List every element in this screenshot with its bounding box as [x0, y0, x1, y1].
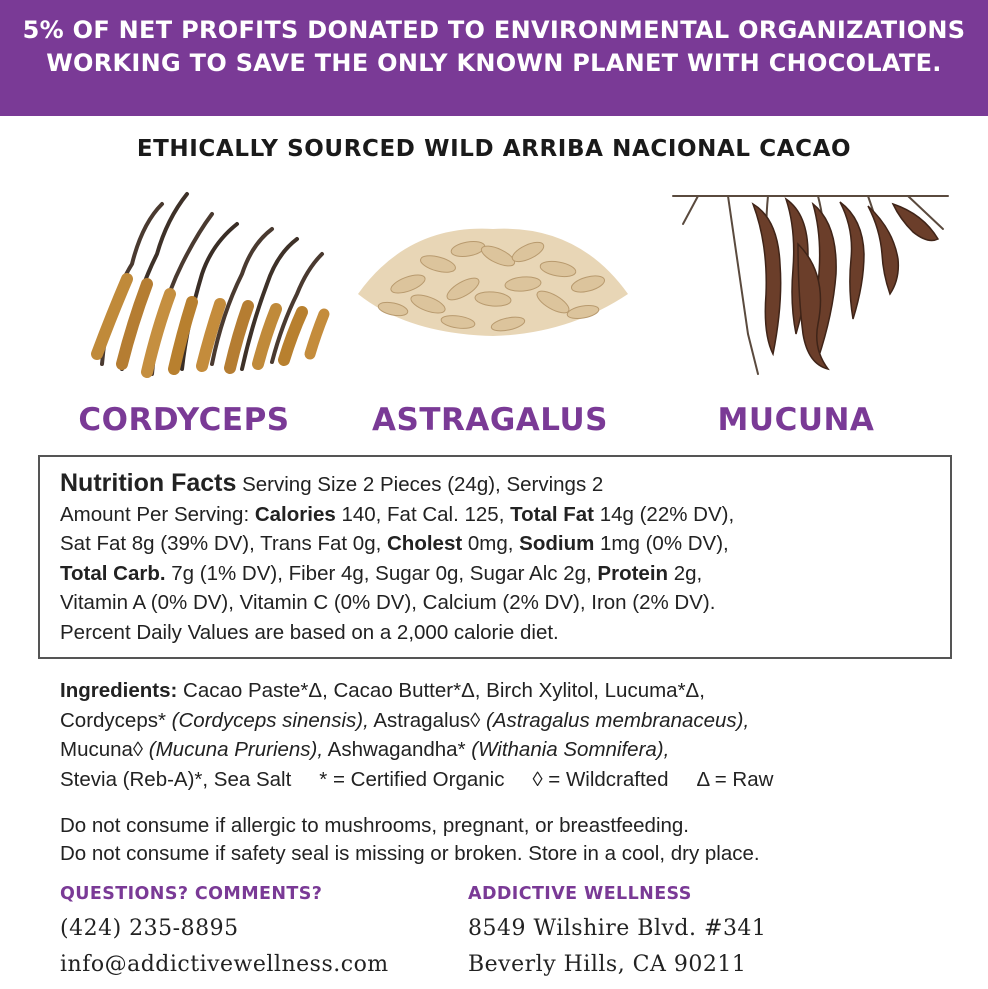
ingredient-stevia-salt: Stevia (Reb-A)*, Sea Salt [60, 767, 292, 791]
cholest-value: 0mg, [462, 532, 520, 555]
herb-label-cordyceps: CORDYCEPS [78, 402, 290, 438]
total-fat-value: 14g (22% DV), [594, 502, 735, 526]
warning-allergy: Do not consume if allergic to mushrooms, pregnant, or breastfeeding. [60, 814, 689, 837]
key-organic: * = Certified Organic [319, 767, 505, 791]
questions-heading: QUESTIONS? COMMENTS? [60, 884, 323, 904]
amount-per-serving: Amount Per Serving: [60, 502, 255, 526]
protein-label: Protein [597, 561, 669, 585]
ingredients-block [60, 676, 960, 794]
phone-number: (424) 235-8895 [60, 916, 239, 941]
calories-label: Calories [254, 502, 336, 526]
ingredients-text-1: Cacao Paste*Δ, Cacao Butter*Δ, Birch Xylitol, Lucuma*Δ, [177, 679, 705, 702]
donation-banner [0, 0, 988, 116]
latin-mucuna: (Mucuna Pruriens), [148, 738, 324, 761]
ingredient-mucuna: Mucuna◊ [60, 738, 149, 761]
herb-label-astragalus: ASTRAGALUS [372, 402, 608, 438]
ingredients-line-1 [60, 676, 960, 706]
herb-label-mucuna: MUCUNA [717, 402, 875, 438]
protein-value: 2g, [668, 561, 703, 585]
banner-line-1: 5% OF NET PROFITS DONATED TO ENVIRONMENTAL ORGANIZATIONS [22, 16, 966, 44]
sodium-value: 1mg (0% DV), [594, 532, 729, 555]
astragalus-photo [348, 184, 638, 384]
warning-seal: Do not consume if safety seal is missing or broken. Store in a cool, dry place. [60, 842, 760, 865]
sodium-label: Sodium [519, 532, 595, 555]
warnings-block [60, 812, 960, 868]
astragalus-illustration [348, 184, 638, 384]
cholest-label: Cholest [387, 532, 463, 555]
calories-value: 140, Fat Cal. 125, [335, 502, 511, 526]
company-heading: ADDICTIVE WELLNESS [468, 884, 692, 904]
latin-ashwagandha: (Withania Somnifera), [471, 738, 670, 761]
sourcing-heading: ETHICALLY SOURCED WILD ARRIBA NACIONAL CACAO [136, 136, 852, 162]
ingredient-ashwagandha: Ashwagandha* [323, 738, 472, 761]
cordyceps-photo [62, 184, 352, 384]
carb-label: Total Carb. [60, 561, 166, 585]
ingredients-line-3 [60, 735, 960, 765]
ingredient-cordyceps: Cordyceps* [60, 708, 172, 732]
key-raw: Δ = Raw [696, 767, 774, 791]
nutrition-line-3 [60, 529, 930, 559]
nutrition-footnote: Percent Daily Values are based on a 2,000 calorie diet. [60, 620, 559, 644]
nutrition-line-5: Vitamin A (0% DV), Vitamin C (0% DV), Calcium (2% DV), Iron (2% DV). [60, 591, 716, 614]
cordyceps-illustration [62, 184, 352, 384]
sat-trans-fat: Sat Fat 8g (39% DV), Trans Fat 0g, [60, 532, 387, 555]
nutrition-title: Nutrition Facts [60, 469, 237, 497]
ingredients-label: Ingredients: [60, 679, 178, 702]
total-fat-label: Total Fat [510, 502, 595, 526]
mucuna-illustration [668, 184, 958, 384]
ingredients-line-2 [60, 706, 960, 736]
email-address: info@addictivewellness.com [60, 952, 389, 977]
ingredients-line-4 [60, 765, 960, 795]
latin-astragalus: (Astragalus membranaceus), [486, 708, 750, 732]
key-wildcrafted: ◊ = Wildcrafted [532, 767, 669, 791]
serving-info: Serving Size 2 Pieces (24g), Servings 2 [236, 473, 604, 496]
latin-cordyceps: (Cordyceps sinensis), [171, 708, 369, 732]
nutrition-facts-panel [38, 455, 952, 659]
address-line-1: 8549 Wilshire Blvd. #341 [468, 916, 767, 941]
address-line-2: Beverly Hills, CA 90211 [468, 952, 747, 977]
nutrition-line-2 [60, 500, 930, 530]
mucuna-photo [668, 184, 958, 384]
ingredient-astragalus: Astragalus◊ [368, 708, 487, 732]
nutrition-line-1 [60, 469, 930, 500]
carb-value: 7g (1% DV), Fiber 4g, Sugar 0g, Sugar Alc 2g, [165, 561, 598, 585]
banner-line-2: WORKING TO SAVE THE ONLY KNOWN PLANET WITH CHOCOLATE. [46, 49, 942, 77]
nutrition-line-4 [60, 559, 930, 589]
